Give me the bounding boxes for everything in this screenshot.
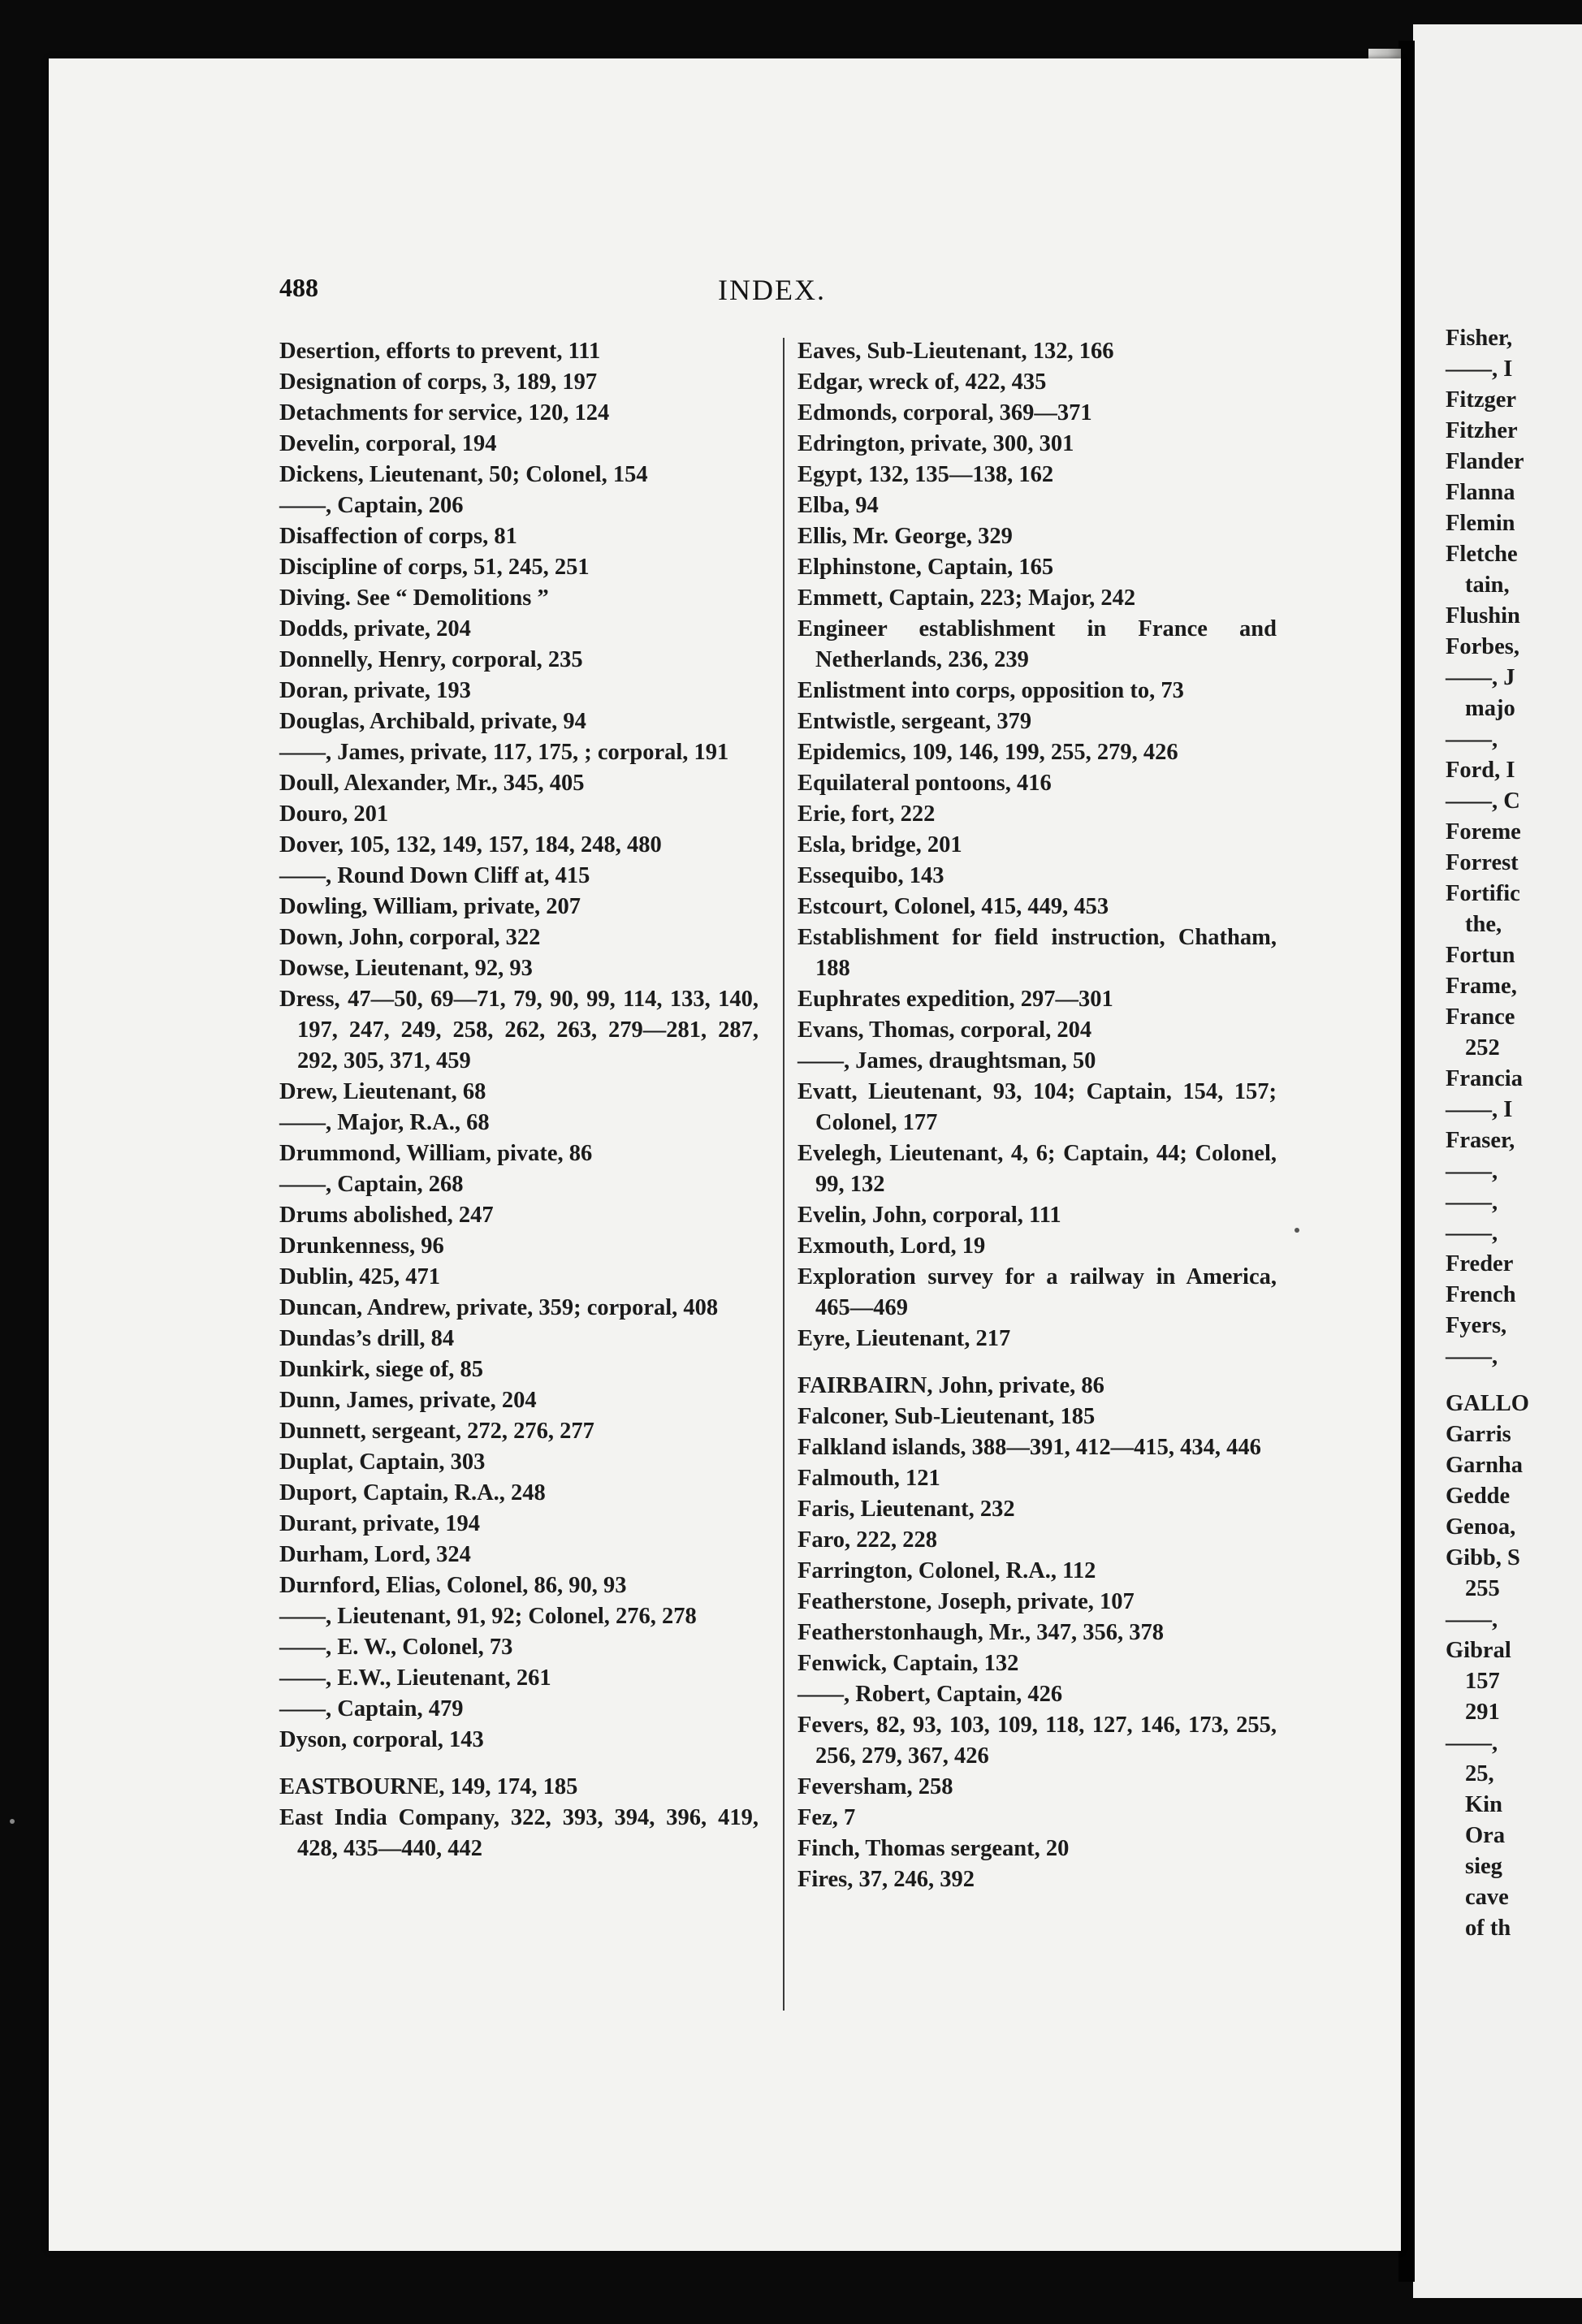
facing-page-entry-fragment: Gibral <box>1446 1638 1511 1663</box>
index-entry: Doran, private, 193 <box>279 678 471 703</box>
facing-page <box>1413 24 1582 2298</box>
facing-page-entry-fragment: Fitzher <box>1446 418 1518 443</box>
facing-page-entry-fragment: Garris <box>1446 1422 1511 1447</box>
facing-page-entry-fragment: 25, <box>1465 1761 1494 1786</box>
facing-page-entry-fragment: Flander <box>1446 449 1524 474</box>
index-entry: Estcourt, Colonel, 415, 449, 453 <box>797 894 1109 919</box>
index-entry: ——, Lieutenant, 91, 92; Colonel, 276, 278 <box>279 1604 697 1629</box>
index-entry: ——, Robert, Captain, 426 <box>797 1682 1063 1707</box>
index-entry: Equilateral pontoons, 416 <box>797 771 1052 796</box>
index-entry: Durnford, Elias, Colonel, 86, 90, 93 <box>279 1573 627 1598</box>
index-column-middle <box>797 336 1277 1895</box>
index-entry: Farrington, Colonel, R.A., 112 <box>797 1558 1096 1583</box>
index-entry: Evelegh, Lieutenant, 4, 6; Captain, 44; Colonel, 99, 132 <box>797 1141 1277 1197</box>
index-entry: Durant, private, 194 <box>279 1511 480 1536</box>
index-entry: Develin, corporal, 194 <box>279 431 497 456</box>
index-entry: Drummond, William, pivate, 86 <box>279 1141 593 1166</box>
index-entry: Euphrates expedition, 297—301 <box>797 987 1113 1012</box>
index-entry: Finch, Thomas sergeant, 20 <box>797 1836 1070 1861</box>
index-entry: Elphinstone, Captain, 165 <box>797 555 1054 580</box>
facing-page-entry-fragment: Gedde <box>1446 1484 1511 1509</box>
index-entry: Drums abolished, 247 <box>279 1203 494 1228</box>
facing-page-entry-fragment: Fitzger <box>1446 387 1517 413</box>
facing-page-entry-fragment: Francia <box>1446 1066 1523 1091</box>
index-entry: Douro, 201 <box>279 801 389 827</box>
facing-page-entry-fragment: ——, <box>1446 1159 1498 1184</box>
index-entry: Discipline of corps, 51, 245, 251 <box>279 555 590 580</box>
facing-page-entry-fragment: GALLO <box>1446 1391 1529 1416</box>
index-entry: Elba, 94 <box>797 493 879 518</box>
facing-page-entry-fragment: the, <box>1465 912 1502 937</box>
index-entry: Dunn, James, private, 204 <box>279 1388 537 1413</box>
index-entry: East India Company, 322, 393, 394, 396, 419, 428, 435—440, 442 <box>279 1805 759 1861</box>
facing-page-entry-fragment: of th <box>1465 1916 1511 1941</box>
index-entry: Evatt, Lieutenant, 93, 104; Captain, 154, 157; Colonel, 177 <box>797 1079 1277 1135</box>
facing-page-entry-fragment: Fraser, <box>1446 1128 1515 1153</box>
facing-page-entry-fragment: French <box>1446 1282 1516 1307</box>
index-entry: Diving. See “ Demolitions ” <box>279 585 549 611</box>
facing-page-entry-fragment: sieg <box>1465 1854 1502 1879</box>
facing-page-entry-fragment: 291 <box>1465 1700 1500 1725</box>
ink-speck <box>10 1819 15 1824</box>
facing-page-entry-fragment: Ora <box>1465 1823 1506 1848</box>
index-entry: Fevers, 82, 93, 103, 109, 118, 127, 146, 173, 255, 256, 279, 367, 426 <box>797 1713 1277 1769</box>
index-entry: Erie, fort, 222 <box>797 801 936 827</box>
index-entry: Disaffection of corps, 81 <box>279 524 517 549</box>
facing-page-entry-fragment: ——, <box>1446 1344 1498 1369</box>
index-entry: Faris, Lieutenant, 232 <box>797 1497 1015 1522</box>
index-entry: Feversham, 258 <box>797 1774 953 1799</box>
index-entry: Falkland islands, 388—391, 412—415, 434, 446 <box>797 1435 1261 1460</box>
index-entry: Drew, Lieutenant, 68 <box>279 1079 486 1104</box>
index-entry: Entwistle, sergeant, 379 <box>797 709 1032 734</box>
index-entry: Edgar, wreck of, 422, 435 <box>797 369 1047 395</box>
facing-page-entry-fragment: ——, <box>1446 1607 1498 1632</box>
index-entry: Faro, 222, 228 <box>797 1527 938 1553</box>
index-entry: Dodds, private, 204 <box>279 616 471 641</box>
index-entry: Dover, 105, 132, 149, 157, 184, 248, 480 <box>279 832 662 857</box>
index-entry: ——, Round Down Cliff at, 415 <box>279 863 590 888</box>
facing-page-entry-fragment: ——, <box>1446 727 1498 752</box>
index-entry: ——, E. W., Colonel, 73 <box>279 1635 513 1660</box>
facing-page-entry-fragment: ——, <box>1446 1730 1498 1756</box>
facing-page-entry-fragment: Flanna <box>1446 480 1515 505</box>
facing-page-entry-fragment: Fortific <box>1446 881 1520 906</box>
facing-page-entry-fragment: 255 <box>1465 1576 1500 1601</box>
index-entry: Featherstonhaugh, Mr., 347, 356, 378 <box>797 1620 1164 1645</box>
index-entry: Exploration survey for a railway in America, 465—469 <box>797 1264 1277 1320</box>
index-entry: Enlistment into corps, opposition to, 73 <box>797 678 1184 703</box>
index-entry: FAIRBAIRN, John, private, 86 <box>797 1373 1104 1398</box>
facing-page-entry-fragment: Fyers, <box>1446 1313 1507 1338</box>
index-entry: Fenwick, Captain, 132 <box>797 1651 1019 1676</box>
index-entry: Duport, Captain, R.A., 248 <box>279 1480 546 1505</box>
index-entry: Epidemics, 109, 146, 199, 255, 279, 426 <box>797 740 1178 765</box>
facing-page-entry-fragment: Garnha <box>1446 1453 1524 1478</box>
index-entry: Dunnett, sergeant, 272, 276, 277 <box>279 1419 594 1444</box>
facing-page-entry-fragment: ——, I <box>1446 1097 1513 1122</box>
index-entry: Duncan, Andrew, private, 359; corporal, 408 <box>279 1295 719 1320</box>
facing-page-entry-fragment: Fortun <box>1446 943 1515 968</box>
facing-page-entry-fragment: tain, <box>1465 572 1510 598</box>
index-entry: Dunkirk, siege of, 85 <box>279 1357 483 1382</box>
index-column-left <box>279 336 759 1864</box>
index-entry: Emmett, Captain, 223; Major, 242 <box>797 585 1136 611</box>
index-entry: Falconer, Sub-Lieutenant, 185 <box>797 1404 1096 1429</box>
index-entry: Doull, Alexander, Mr., 345, 405 <box>279 771 585 796</box>
index-entry: Down, John, corporal, 322 <box>279 925 541 950</box>
facing-page-entry-fragment: Freder <box>1446 1251 1514 1276</box>
index-entry: Esla, bridge, 201 <box>797 832 962 857</box>
page-header <box>279 273 825 313</box>
page-number: 488 <box>279 273 318 302</box>
index-entry: Dyson, corporal, 143 <box>279 1727 484 1752</box>
facing-page-entry-fragment: Gibb, S <box>1446 1545 1520 1570</box>
facing-page-entry-fragment: Flemin <box>1446 511 1515 536</box>
index-entry: ——, Major, R.A., 68 <box>279 1110 490 1135</box>
index-entry: Featherstone, Joseph, private, 107 <box>797 1589 1135 1614</box>
index-entry: Douglas, Archibald, private, 94 <box>279 709 586 734</box>
facing-page-entry-fragment: Foreme <box>1446 819 1521 845</box>
facing-page-column <box>1446 323 1582 1944</box>
index-entry: ——, James, private, 117, 175, ; corporal, 191 <box>279 740 729 765</box>
index-entry: Dublin, 425, 471 <box>279 1264 440 1289</box>
facing-page-entry-fragment: Genoa, <box>1446 1514 1516 1540</box>
facing-page-entry-fragment: ——, C <box>1446 788 1520 814</box>
facing-page-entry-fragment: Ford, I <box>1446 758 1515 783</box>
column-divider <box>783 338 785 2011</box>
ink-speck <box>1295 1228 1299 1233</box>
index-entry: ——, E.W., Lieutenant, 261 <box>279 1665 551 1691</box>
book-gutter <box>1398 41 1415 2282</box>
index-entry: Evans, Thomas, corporal, 204 <box>797 1017 1092 1043</box>
index-entry: Duplat, Captain, 303 <box>279 1449 486 1475</box>
facing-page-entry-fragment: Kin <box>1465 1792 1502 1817</box>
facing-page-entry-fragment: majo <box>1465 696 1515 721</box>
index-entry: Fez, 7 <box>797 1805 856 1830</box>
index-entry: Exmouth, Lord, 19 <box>797 1233 986 1259</box>
index-entry: ——, Captain, 479 <box>279 1696 464 1721</box>
facing-page-entry-fragment: Fletche <box>1446 542 1518 567</box>
index-entry: Dress, 47—50, 69—71, 79, 90, 99, 114, 133, 140, 197, 247, 249, 258, 262, 263, 279—281, 287, 292, 305, 371, 459 <box>279 987 759 1073</box>
index-entry: Dowling, William, private, 207 <box>279 894 581 919</box>
facing-page-entry-fragment: ——, <box>1446 1220 1498 1246</box>
index-entry: EASTBOURNE, 149, 174, 185 <box>279 1774 578 1799</box>
facing-page-entry-fragment: ——, J <box>1446 665 1515 690</box>
index-entry: Durham, Lord, 324 <box>279 1542 471 1567</box>
index-entry: Falmouth, 121 <box>797 1466 940 1491</box>
facing-page-entry-fragment: 252 <box>1465 1035 1500 1060</box>
index-entry: Edrington, private, 300, 301 <box>797 431 1074 456</box>
facing-page-entry-fragment: ——, <box>1446 1190 1498 1215</box>
facing-page-entry-fragment: France <box>1446 1004 1515 1030</box>
index-entry: Egypt, 132, 135—138, 162 <box>797 462 1054 487</box>
facing-page-entry-fragment: Forrest <box>1446 850 1519 875</box>
index-entry: Dickens, Lieutenant, 50; Colonel, 154 <box>279 462 648 487</box>
facing-page-entry-fragment: ——, I <box>1446 356 1513 382</box>
index-entry: Detachments for service, 120, 124 <box>279 400 610 425</box>
index-entry: Ellis, Mr. George, 329 <box>797 524 1013 549</box>
index-entry: Designation of corps, 3, 189, 197 <box>279 369 598 395</box>
index-entry: Establishment for field instruction, Chatham, 188 <box>797 925 1277 981</box>
facing-page-entry-fragment: Forbes, <box>1446 634 1520 659</box>
index-entry: ——, Captain, 206 <box>279 493 464 518</box>
index-entry: Dowse, Lieutenant, 92, 93 <box>279 956 533 981</box>
index-entry: Edmonds, corporal, 369—371 <box>797 400 1092 425</box>
facing-page-entry-fragment: Flushin <box>1446 603 1520 629</box>
index-entry: Desertion, efforts to prevent, 111 <box>279 339 601 364</box>
index-entry: ——, Captain, 268 <box>279 1172 464 1197</box>
facing-page-entry-fragment: 157 <box>1465 1669 1500 1694</box>
facing-page-entry-fragment: Fisher, <box>1446 326 1513 351</box>
index-entry: Donnelly, Henry, corporal, 235 <box>279 647 583 672</box>
index-entry: Dundas’s drill, 84 <box>279 1326 455 1351</box>
index-entry: Drunkenness, 96 <box>279 1233 444 1259</box>
index-entry: Evelin, John, corporal, 111 <box>797 1203 1061 1228</box>
index-entry: Fires, 37, 246, 392 <box>797 1867 975 1892</box>
facing-page-entry-fragment: cave <box>1465 1885 1509 1910</box>
index-entry: ——, James, draughtsman, 50 <box>797 1048 1096 1073</box>
index-entry: Engineer establishment in France and Netherlands, 236, 239 <box>797 616 1277 672</box>
index-entry: Essequibo, 143 <box>797 863 944 888</box>
index-entry: Eaves, Sub-Lieutenant, 132, 166 <box>797 339 1114 364</box>
facing-page-entry-fragment: Frame, <box>1446 974 1517 999</box>
running-title: INDEX. <box>718 274 826 306</box>
index-entry: Eyre, Lieutenant, 217 <box>797 1326 1011 1351</box>
